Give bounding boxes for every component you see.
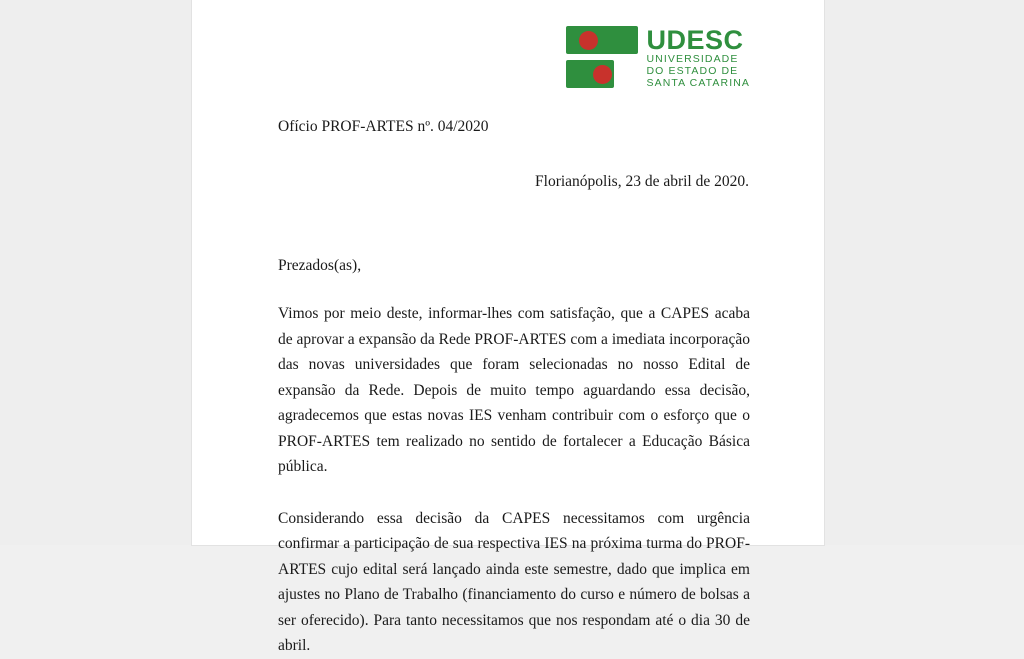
document-page	[192, 0, 824, 654]
logo-bar-top	[566, 26, 638, 54]
logo-subtitle-line3: SANTA CATARINA	[646, 77, 750, 90]
place-and-date: Florianópolis, 23 de abril de 2020.	[535, 173, 749, 190]
logo-brand: UDESC	[646, 25, 744, 55]
logo-dot-bottom	[593, 65, 612, 84]
oficio-number: Ofício PROF-ARTES nº. 04/2020	[278, 118, 489, 135]
paragraph-2: Considerando essa decisão da CAPES necessitamos com urgência confirmar a participação de sua respectiva IES na próxima turma do PROF-ARTES cujo edital será lançado ainda este semestre, dado que implica em ajustes no Plano de Trabalho (financiamento do curso e número de bolsas a ser oferecido). Para tanto necessitamos que nos respondam até o dia 30 de abril.	[278, 509, 750, 654]
logo-dot-top	[579, 31, 598, 50]
udesc-logo-text	[647, 26, 751, 90]
document-body	[278, 118, 750, 659]
paragraph-1: Vimos por meio deste, informar-lhes com satisfação, que a CAPES acaba de aprovar a expansão da Rede PROF-ARTES com a imediata incorporação das novas universidades que foram selecionadas no nosso Edital de expansão da Rede. Depois de muito tempo aguardando essa decisão, agradecemos que estas novas IES venham contribuir com o esforço que o PROF-ARTES tem realizado no sentido de fortalecer a Educação Básica pública.	[278, 305, 750, 475]
logo-subtitle-line2: DO ESTADO DE	[646, 65, 739, 78]
udesc-logo	[566, 26, 751, 90]
logo-subtitle-line1: UNIVERSIDADE	[646, 53, 739, 65]
udesc-logo-mark-icon	[566, 26, 638, 88]
greeting: Prezados(as),	[278, 257, 362, 274]
